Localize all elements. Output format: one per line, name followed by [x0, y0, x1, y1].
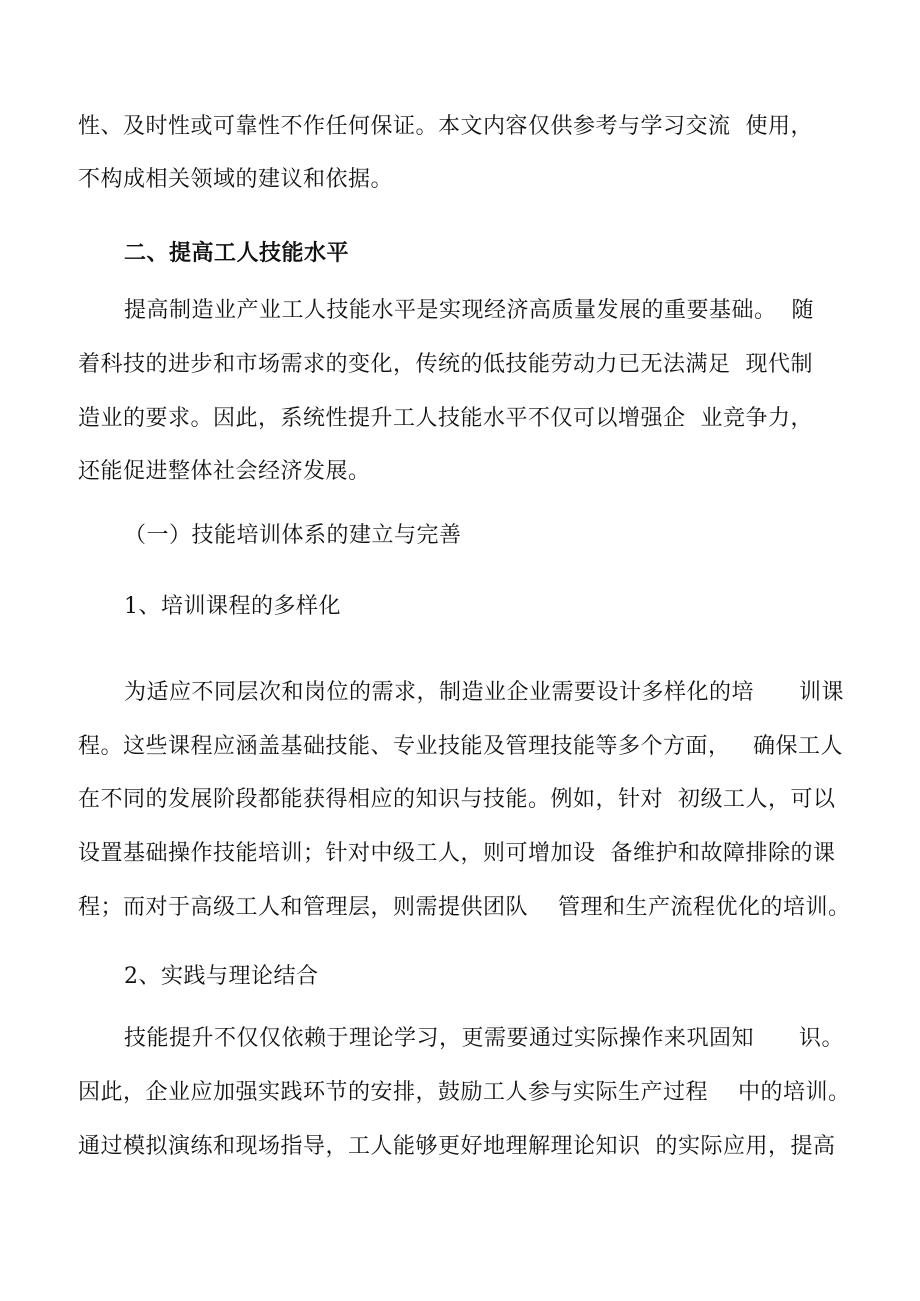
item2-line-3: 通过模拟演练和现场指导，工人能够更好地理解理论知识 的实际应用，提高: [78, 1134, 836, 1159]
section-paragraph-line-3: 造业的要求。因此，系统性提升工人技能水平不仅可以增强企 业竞争力，: [78, 406, 813, 431]
item1-line-3: 在不同的发展阶段都能获得相应的知识与技能。例如，针对 初级工人，可以: [78, 787, 836, 812]
item2-line-1: 技能提升不仅仅依赖于理论学习，更需要通过实际操作来巩固知 识。: [124, 1026, 844, 1051]
item1-line-5: 程；而对于高级工人和管理层，则需提供团队 管理和生产流程优化的培训。: [78, 895, 851, 920]
intro-line-1: 性、及时性或可靠性不作任何保证。本文内容仅供参考与学习交流 使用，: [78, 114, 813, 139]
item2-line-2: 因此，企业应加强实践环节的安排，鼓励工人参与实际生产过程 中的培训。: [78, 1080, 851, 1105]
item1-heading: 1、培训课程的多样化: [124, 594, 341, 619]
section-paragraph-line-2: 着科技的进步和市场需求的变化，传统的低技能劳动力已无法满足 现代制: [78, 352, 813, 377]
item2-heading: 2、实践与理论结合: [124, 964, 319, 989]
subsection-heading: （一）技能培训体系的建立与完善: [124, 523, 462, 548]
section-paragraph-line-1: 提高制造业产业工人技能水平是实现经济高质量发展的重要基础。 随: [124, 298, 814, 323]
item1-line-1: 为适应不同层次和岗位的需求，制造业企业需要设计多样化的培 训课: [124, 680, 844, 705]
intro-line-2: 不构成相关领域的建议和依据。: [78, 167, 394, 192]
section-heading: 二、提高工人技能水平: [124, 240, 350, 266]
item1-line-4: 设置基础操作技能培训；针对中级工人，则可增加设 备维护和故障排除的课: [78, 841, 836, 866]
section-paragraph-line-4: 还能促进整体社会经济发展。: [78, 459, 371, 484]
item1-line-2: 程。这些课程应涵盖基础技能、专业技能及管理技能等多个方面， 确保工人: [78, 734, 843, 759]
